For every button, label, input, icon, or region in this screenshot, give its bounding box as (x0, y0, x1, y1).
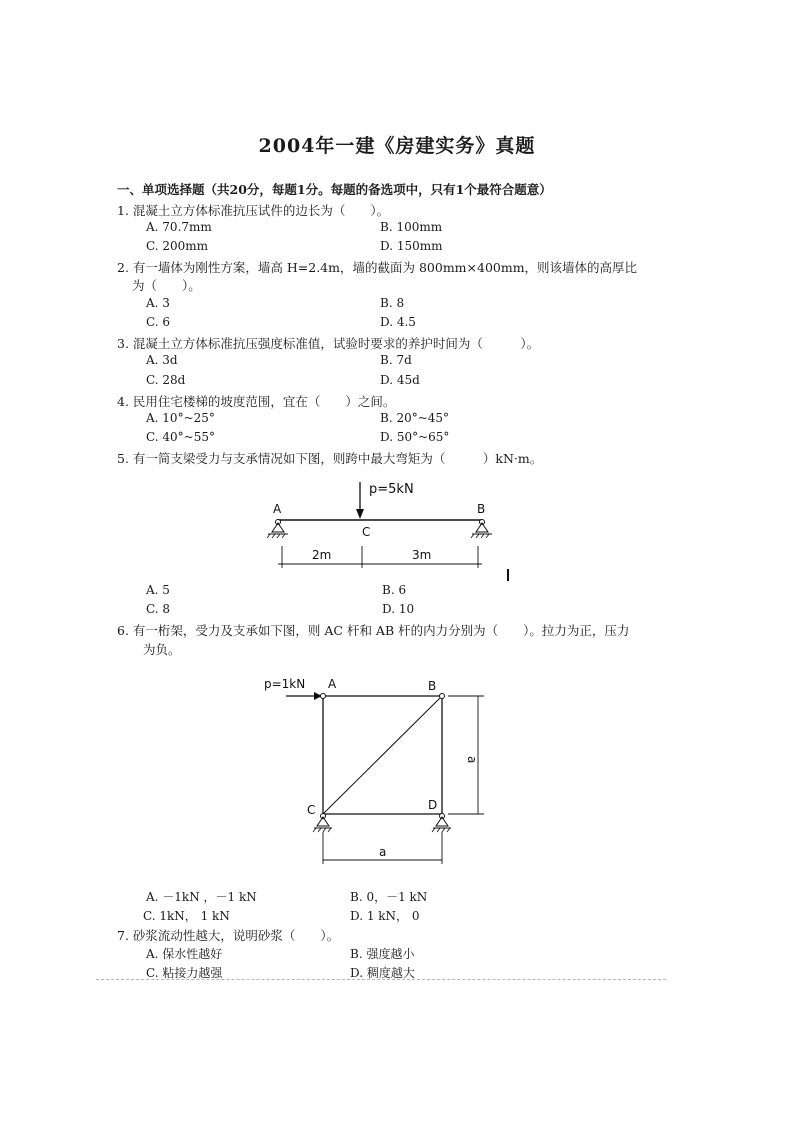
beam-load-label: p=5kN (369, 482, 414, 497)
truss-node-b (440, 694, 445, 699)
beam-point-c-label: C (362, 525, 371, 539)
truss-node-a (321, 694, 326, 699)
truss-dimension-bottom-label: a (379, 845, 387, 859)
question-2-stem: 2. 有一墙体为刚性方案，墙高 H=2.4m，墙的截面为 800mm×400mm，则该墙体的高厚比 (117, 260, 638, 275)
question-5-option-c[interactable]: C. 8 (146, 602, 171, 616)
question-5-stem: 5. 有一简支梁受力与支承情况如下图，则跨中最大弯矩为（ ）kN·m。 (117, 451, 543, 466)
beam-support-left (267, 520, 288, 539)
question-2-option-a[interactable]: A. 3 (146, 296, 170, 310)
question-2-option-b[interactable]: B. 8 (380, 296, 405, 310)
truss-support-d (432, 814, 451, 833)
beam-load-arrowhead (356, 509, 364, 519)
question-7-option-c[interactable]: C. 粘接力越强 (146, 966, 223, 980)
question-6-option-a[interactable]: A. －1kN ，－1 kN (146, 890, 257, 904)
question-2-stem-continued: 为（ ）。 (132, 278, 201, 293)
question-1-option-d[interactable]: D. 150mm (380, 239, 443, 253)
simply-supported-beam-figure (260, 476, 500, 572)
truss-node-a-label: A (328, 677, 337, 691)
beam-point-a-label: A (273, 502, 282, 516)
truss-node-b-label: B (428, 679, 437, 693)
question-3-option-b[interactable]: B. 7d (380, 353, 412, 367)
beam-dimension-left-label: 2m (312, 548, 332, 562)
question-4-option-a[interactable]: A. 10°~25° (146, 411, 215, 425)
truss-node-d-label: D (428, 798, 438, 812)
question-5-option-a[interactable]: A. 5 (146, 583, 170, 597)
question-4-option-c[interactable]: C. 40°~55° (146, 430, 215, 444)
truss-member-cb (323, 696, 442, 814)
page-title: 2004年一建《房建实务》真题 (258, 135, 536, 157)
question-7-option-a[interactable]: A. 保水性越好 (146, 947, 223, 961)
question-7-option-b[interactable]: B. 强度越小 (350, 947, 415, 961)
question-6-stem-continued: 为负。 (143, 642, 181, 657)
question-3-option-d[interactable]: D. 45d (380, 373, 420, 387)
truss-figure (260, 672, 490, 868)
question-6-option-c[interactable]: C. 1kN， 1 kN (143, 909, 230, 923)
question-4-option-d[interactable]: D. 50°~65° (380, 430, 450, 444)
beam-dimension-right-label: 3m (412, 548, 432, 562)
section-heading: 一、单项选择题（共20分，每题1分。每题的备选项中，只有1个最符合题意） (117, 182, 552, 197)
question-7-stem: 7. 砂浆流动性越大，说明砂浆（ ）。 (117, 928, 340, 943)
question-6-stem: 6. 有一桁架，受力及支承如下图，则 AC 杆和 AB 杆的内力分别为（ ）。拉力为正，压力 (117, 623, 630, 638)
question-3-option-c[interactable]: C. 28d (146, 373, 186, 387)
question-4-stem: 4. 民用住宅楼梯的坡度范围，宜在（ ）之间。 (117, 394, 396, 409)
question-1-option-a[interactable]: A. 70.7mm (146, 220, 212, 234)
truss-dimension-right-label: a (465, 756, 479, 764)
question-6-option-b[interactable]: B. 0，－1 kN (350, 890, 428, 904)
truss-node-c-label: C (307, 803, 316, 817)
question-2-option-d[interactable]: D. 4.5 (380, 315, 416, 329)
truss-load-label: p=1kN (264, 677, 306, 691)
page-divider (96, 979, 666, 980)
question-2-option-c[interactable]: C. 6 (146, 315, 171, 329)
question-5-option-b[interactable]: B. 6 (382, 583, 407, 597)
question-6-option-d[interactable]: D. 1 kN， 0 (350, 909, 420, 923)
truss-support-c (313, 814, 332, 833)
beam-point-b-label: B (477, 502, 486, 516)
question-3-option-a[interactable]: A. 3d (146, 353, 178, 367)
question-3-stem: 3. 混凝土立方体标准抗压强度标准值，试验时要求的养护时间为（ ）。 (117, 336, 540, 351)
beam-support-right (471, 520, 492, 539)
question-1-option-b[interactable]: B. 100mm (380, 220, 443, 234)
question-5-option-d[interactable]: D. 10 (382, 602, 415, 616)
text-cursor-mark (507, 569, 509, 581)
question-4-option-b[interactable]: B. 20°~45° (380, 411, 450, 425)
question-1-stem: 1. 混凝土立方体标准抗压试件的边长为（ ）。 (117, 203, 390, 218)
question-7-option-d[interactable]: D. 稠度越大 (350, 966, 415, 980)
question-1-option-c[interactable]: C. 200mm (146, 239, 209, 253)
